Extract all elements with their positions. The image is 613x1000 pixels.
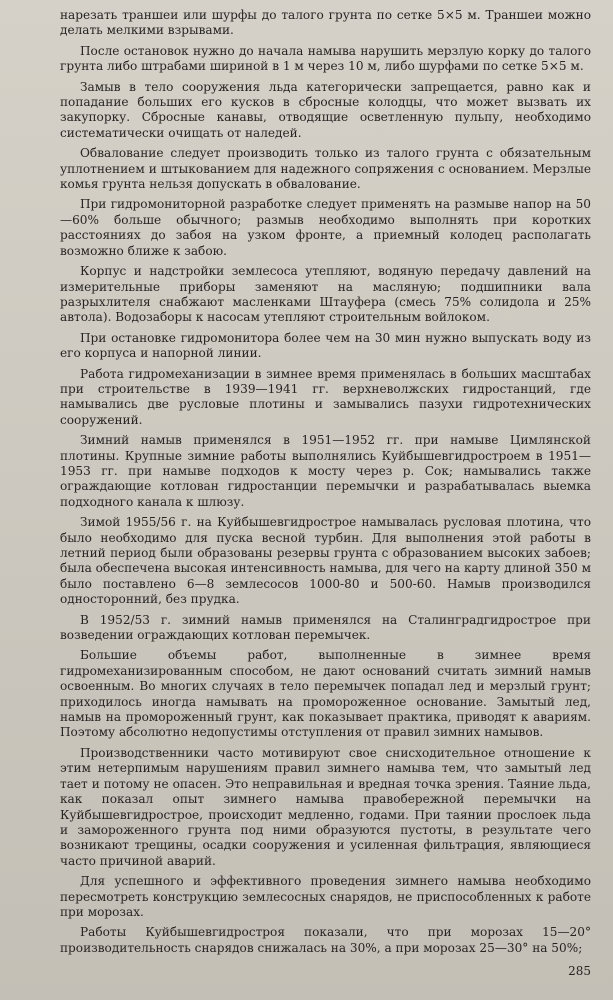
paragraph: Большие объемы работ, выполненные в зимнее время гидромеханизированным способом, не дают оснований считать зимний намыв освоенным. Во многих случаях в тело перемычек попадал лед и мерзлый грунт; приходилось иногда намывать на промороженное основание. Замытый лед, намыв на промороженный грунт, как показывает практика, приводят к авариям. Поэтому абсолютно недопустимы отступления от правил зимних намывов.	[60, 648, 591, 740]
paragraph: Зимой 1955/56 г. на Куйбышевгидрострое намывалась русловая плотина, что было необходимо для пуска весной турбин. Для выполнения этой работы в летний период были образованы резервы грунта с образованием высоких забоев; была обеспечена высокая интенсивность намыва, для чего на карту длиной 350 м было поставлено 6—8 землесосов 1000-80 и 500-60. Намыв производился односторонний, без прудка.	[60, 515, 591, 607]
page-number: 285	[568, 964, 591, 978]
paragraph: Замыв в тело сооружения льда категорически запрещается, равно как и попадание больших его кусков в сбросные колодцы, что может вызвать их закупорку. Сбросные канавы, отводящие осветленную пульпу, необходимо систематически очищать от наледей.	[60, 79, 591, 140]
paragraph: После остановок нужно до начала намыва нарушить мерзлую корку до талого грунта либо штрабами шириной в 1 м через 10 м, либо шурфами по сетке 5×5 м.	[60, 43, 591, 74]
paragraph: нарезать траншеи или шурфы до талого грунта по сетке 5×5 м. Траншеи можно делать мелкими взрывами.	[60, 8, 591, 38]
paragraph: Обвалование следует производить только из талого грунта с обязательным уплотнением и штыкованием для надежного сопряжения с основанием. Мерзлые комья грунта нельзя допускать в обвалование.	[60, 146, 591, 192]
paragraph: Для успешного и эффективного проведения зимнего намыва необходимо пересмотреть конструкцию землесосных снарядов, не приспособленных к работе при морозах.	[60, 874, 591, 919]
paragraph: В 1952/53 г. зимний намыв применялся на Сталинградгидрострое при возведении ограждающих котлован перемычек.	[60, 612, 591, 643]
text-body	[60, 8, 591, 956]
paragraph: Работы Куйбышевгидростроя показали, что при морозах 15—20° производительность снарядов снижалась на 30%, а при морозах 25—30° на 50%;	[60, 925, 591, 955]
paragraph: Производственники часто мотивируют свое снисходительное отношение к этим нетерпимым нарушениям правил зимнего намыва тем, что замытый лед тает и потому не опасен. Это неправильная и вредная точка зрения. Таяние льда, как показал опыт зимнего намыва правобережной перемычки на Куйбышевгидрострое, происходит медленно, годами. При таянии прослоек льда и замороженного грунта под ними образуются пустоты, в результате чего возникают трещины, осадки сооружения и усиленная фильтрация, являющиеся часто причиной аварий.	[60, 745, 591, 868]
paragraph: Корпус и надстройки землесоса утепляют, водяную передачу давлений на измерительные приборы заменяют на масляную; подшипники вала разрыхлителя снабжают масленками Штауфера (смесь 75% солидола и 25% автола). Водозаборы к насосам утепляют строительным войлоком.	[60, 264, 591, 325]
paragraph: Зимний намыв применялся в 1951—1952 гг. при намыве Цимлянской плотины. Крупные зимние работы выполнялись Куйбышевгидростроем в 1951—1953 гг. при намыве подходов к мосту через р. Сок; намывались также ограждающие котлован гидростанции перемычки и разрабатывалась выемка подходного канала к шлюзу.	[60, 433, 591, 509]
paragraph: При остановке гидромонитора более чем на 30 мин нужно выпускать воду из его корпуса и напорной линии.	[60, 330, 591, 361]
paragraph: Работа гидромеханизации в зимнее время применялась в больших масштабах при строительстве в 1939—1941 гг. верхневолжских гидростанций, где намывались две русловые плотины и замывались пазухи гидротехнических сооружений.	[60, 366, 591, 427]
paragraph: При гидромониторной разработке следует применять на размыве напор на 50—60% больше обычного; размыв необходимо выполнять при коротких расстояниях до забоя на узком фронте, а приемный колодец располагать возможно ближе к забою.	[60, 197, 591, 258]
